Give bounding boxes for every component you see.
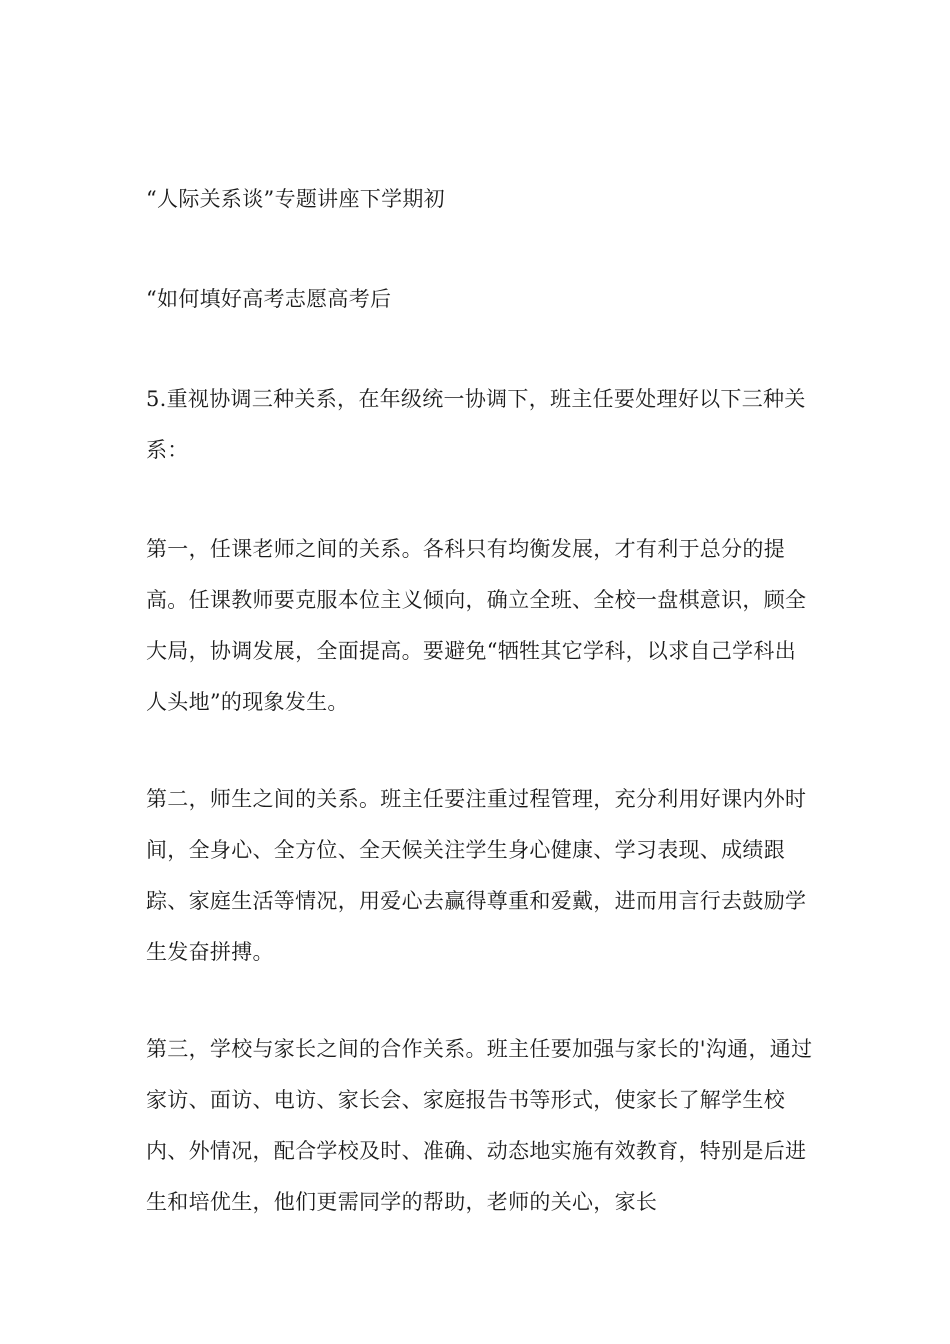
- paragraph-school-parent-relations: 第三，学校与家长之间的合作关系。班主任要加强与家长的'沟通，通过家访、面访、电访、家长会、家庭报告书等形式，使家长了解学生校内、外情况，配合学校及时、准确、动态地实施有效教育，特别是后进生和培优生，他们更需同学的帮助，老师的关心，家长: [146, 1037, 813, 1214]
- paragraph-teacher-relations: 第一，任课老师之间的关系。各科只有均衡发展，才有利于总分的提高。任课教师要克服本位主义倾向，确立全班、全校一盘棋意识，顾全大局，协调发展，全面提高。要避免“牺牲其它学科，以求自己学科出人头地”的现象发生。: [146, 537, 807, 714]
- paragraph-lecture-topic: “人际关系谈”专题讲座下学期初: [146, 187, 445, 211]
- paragraph-three-relations: 5.重视协调三种关系，在年级统一协调下，班主任要处理好以下三种关系：: [146, 387, 806, 462]
- paragraph-teacher-student-relations: 第二，师生之间的关系。班主任要注重过程管理，充分利用好课内外时间，全身心、全方位、全天候关注学生身心健康、学习表现、成绩跟踪、家庭生活等情况，用爱心去赢得尊重和爱戴，进而用言行去鼓励学生发奋拼搏。: [146, 787, 807, 964]
- paragraph-application-topic: “如何填好高考志愿高考后: [146, 287, 392, 311]
